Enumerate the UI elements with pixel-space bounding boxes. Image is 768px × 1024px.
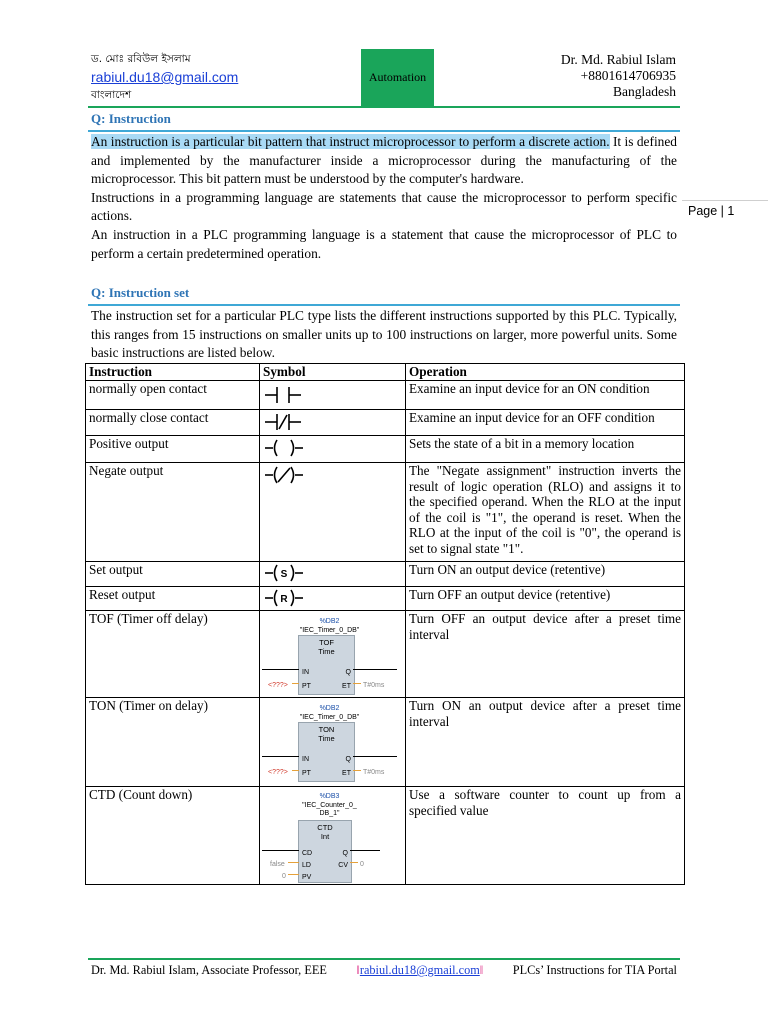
column-header: Operation bbox=[406, 364, 685, 381]
ladder-wire bbox=[262, 756, 299, 757]
instruction-cell: Negate output bbox=[86, 463, 260, 562]
header-category-box bbox=[361, 49, 434, 106]
instruction-cell: Set output bbox=[86, 562, 260, 587]
table-row bbox=[86, 611, 685, 698]
symbol-cell bbox=[260, 562, 406, 587]
header-right bbox=[561, 52, 676, 100]
block-box bbox=[298, 722, 355, 782]
footer-title: PLCs’ Instructions for TIA Portal bbox=[512, 963, 677, 977]
operation-cell: Turn OFF an output device (retentive) bbox=[406, 586, 685, 611]
pv-value: 0 bbox=[282, 873, 286, 880]
header-divider bbox=[88, 106, 680, 108]
block-datatype: Int bbox=[320, 832, 330, 841]
operation-cell: Turn OFF an output device after a preset time interval bbox=[406, 611, 685, 698]
pin-label: LD bbox=[302, 862, 311, 869]
block-title bbox=[299, 725, 354, 743]
column-header: Instruction bbox=[86, 364, 260, 381]
header-category-label: Automation bbox=[368, 70, 427, 84]
instruction-cell: normally open contact bbox=[86, 380, 260, 409]
set-coil-symbol bbox=[263, 562, 313, 582]
country-bn: বাংলাদেশ bbox=[91, 89, 132, 101]
table-row bbox=[86, 586, 685, 611]
paragraph-text: It is defined and implemented by the manufacturer inside a microprocessor during the manufacturing of the microprocessor. This bit pattern must be understood by the computer's hardware. bbox=[91, 134, 677, 187]
footer-email-link[interactable]: rabiul.du18@gmail.com bbox=[359, 963, 480, 977]
block-instance-name: DB_1" bbox=[319, 810, 340, 817]
section-instruction-body bbox=[91, 133, 677, 263]
ladder-wire bbox=[353, 770, 361, 771]
block-type: CTD bbox=[317, 823, 333, 832]
block-title bbox=[299, 638, 354, 656]
footer bbox=[91, 963, 677, 978]
coil-symbol bbox=[263, 436, 313, 458]
operation-cell: Examine an input device for an ON condition bbox=[406, 380, 685, 409]
ladder-wire bbox=[350, 862, 358, 863]
block-type: TON bbox=[318, 725, 335, 734]
ld-value: false bbox=[270, 861, 285, 868]
block-datatype: Time bbox=[318, 647, 335, 656]
section-rule bbox=[88, 304, 680, 306]
block-box bbox=[298, 820, 352, 883]
paragraph: Instructions in a programming language are statements that cause the microprocessor to perform specific actions. bbox=[91, 189, 677, 224]
table-row bbox=[86, 463, 685, 562]
page-number: Page | 1 bbox=[682, 200, 768, 222]
operation-cell: Turn ON an output device (retentive) bbox=[406, 562, 685, 587]
ladder-wire bbox=[350, 850, 380, 851]
paragraph: An instruction in a PLC programming language is a statement that cause the microprocessor of PLC to perform a certain predetermined operation. bbox=[91, 226, 677, 261]
symbol-cell bbox=[260, 611, 406, 698]
column-header: Symbol bbox=[260, 364, 406, 381]
table-row bbox=[86, 409, 685, 436]
symbol-cell bbox=[260, 409, 406, 436]
header-email-link[interactable]: rabiul.du18@gmail.com bbox=[91, 69, 239, 85]
operation-cell: Examine an input device for an OFF condition bbox=[406, 409, 685, 436]
pin-label: CD bbox=[302, 850, 313, 857]
paragraph bbox=[91, 133, 677, 189]
table-row bbox=[86, 787, 685, 885]
section-heading-instruction: Q: Instruction bbox=[91, 111, 171, 126]
block-datatype: Time bbox=[318, 734, 335, 743]
footer-email-wrap: ‖rabiul.du18@gmail.com‖ bbox=[356, 963, 484, 977]
block-db-number: %DB2 bbox=[319, 705, 340, 712]
operation-cell: Use a software counter to count up from a specified value bbox=[406, 787, 685, 885]
section-heading-instruction-set: Q: Instruction set bbox=[91, 285, 190, 300]
author-phone: +8801614706935 bbox=[580, 68, 676, 83]
nc-contact-symbol bbox=[263, 410, 313, 432]
block-instance-name: "IEC_Counter_0_ bbox=[302, 802, 357, 809]
pin-label: ET bbox=[342, 683, 351, 690]
table-row bbox=[86, 380, 685, 409]
et-value: T#0ms bbox=[363, 769, 385, 776]
ladder-wire bbox=[353, 756, 397, 757]
pin-label: PV bbox=[302, 874, 312, 881]
section-instruction-set-body bbox=[91, 307, 677, 363]
pin-label: Q bbox=[345, 669, 351, 676]
tof-block bbox=[260, 611, 399, 697]
set-coil-letter: S bbox=[280, 569, 288, 580]
table-row bbox=[86, 436, 685, 463]
author-country: Bangladesh bbox=[613, 84, 676, 99]
ctd-block bbox=[260, 787, 399, 884]
ladder-wire bbox=[292, 770, 299, 771]
block-box bbox=[298, 635, 355, 695]
pin-label: ET bbox=[342, 770, 351, 777]
paragraph: The instruction set for a particular PLC type lists the different instructions supported by this PLC. Typically, this ranges from 15 instructions on smaller units up to 100 instructions on larger, more powerful units. Some basic instructions are listed below. bbox=[91, 308, 677, 361]
instruction-cell: normally close contact bbox=[86, 409, 260, 436]
ladder-wire bbox=[292, 683, 299, 684]
symbol-cell bbox=[260, 586, 406, 611]
table-row bbox=[86, 698, 685, 787]
ladder-wire bbox=[353, 669, 397, 670]
instruction-cell: Reset output bbox=[86, 586, 260, 611]
ladder-wire bbox=[288, 874, 299, 875]
reset-coil-symbol bbox=[263, 587, 313, 607]
header-left bbox=[91, 52, 351, 102]
reset-coil-letter: R bbox=[280, 593, 288, 605]
instruction-cell: Positive output bbox=[86, 436, 260, 463]
table-row bbox=[86, 562, 685, 587]
block-db-number: %DB2 bbox=[319, 618, 340, 625]
instruction-cell: TON (Timer on delay) bbox=[86, 698, 260, 787]
block-instance-name: "IEC_Timer_0_DB" bbox=[299, 714, 360, 721]
author-name-bn: ড. মোঃ রবিউল ইসলাম bbox=[91, 53, 191, 65]
footer-author: Dr. Md. Rabiul Islam, Associate Professor, EEE bbox=[91, 963, 327, 977]
et-value: T#0ms bbox=[363, 682, 385, 689]
symbol-cell bbox=[260, 787, 406, 885]
pin-label: Q bbox=[345, 756, 351, 763]
pt-value: <???> bbox=[268, 769, 288, 776]
instruction-cell: CTD (Count down) bbox=[86, 787, 260, 885]
section-rule bbox=[88, 130, 680, 132]
pin-label: CV bbox=[338, 862, 348, 869]
instruction-cell: TOF (Timer off delay) bbox=[86, 611, 260, 698]
cv-value: 0 bbox=[360, 861, 364, 868]
footer-divider bbox=[88, 958, 680, 960]
pin-label: PT bbox=[302, 683, 311, 690]
ton-block bbox=[260, 698, 399, 786]
ladder-wire bbox=[288, 862, 299, 863]
symbol-cell bbox=[260, 463, 406, 562]
pin-label: PT bbox=[302, 770, 311, 777]
block-db-number: %DB3 bbox=[319, 793, 340, 800]
block-instance-name: "IEC_Timer_0_DB" bbox=[299, 627, 360, 634]
block-title bbox=[299, 823, 351, 841]
author-name-en: Dr. Md. Rabiul Islam bbox=[560, 52, 676, 67]
pin-label: IN bbox=[302, 669, 309, 676]
ladder-wire bbox=[262, 669, 299, 670]
ladder-wire bbox=[262, 850, 299, 851]
pt-value: <???> bbox=[268, 682, 288, 689]
negate-coil-symbol bbox=[263, 463, 313, 485]
highlighted-definition: An instruction is a particular bit pattern that instruct microprocessor to perform a discrete action. bbox=[91, 134, 610, 149]
table-header-row bbox=[86, 364, 685, 381]
symbol-cell bbox=[260, 380, 406, 409]
operation-cell: The "Negate assignment" instruction inverts the result of logic operation (RLO) and assigns it to the specified operand. When the RLO at the input of the coil is "1", the operand is reset. When the RLO at the input of the coil is "0", the operand is set to signal state "1". bbox=[406, 463, 685, 562]
ladder-wire bbox=[353, 683, 361, 684]
no-contact-symbol bbox=[263, 381, 313, 405]
block-type: TOF bbox=[319, 638, 334, 647]
symbol-cell bbox=[260, 698, 406, 787]
pin-label: Q bbox=[342, 850, 348, 857]
pin-label: IN bbox=[302, 756, 309, 763]
symbol-cell bbox=[260, 436, 406, 463]
instruction-table bbox=[85, 363, 685, 885]
operation-cell: Turn ON an output device after a preset time interval bbox=[406, 698, 685, 787]
operation-cell: Sets the state of a bit in a memory location bbox=[406, 436, 685, 463]
